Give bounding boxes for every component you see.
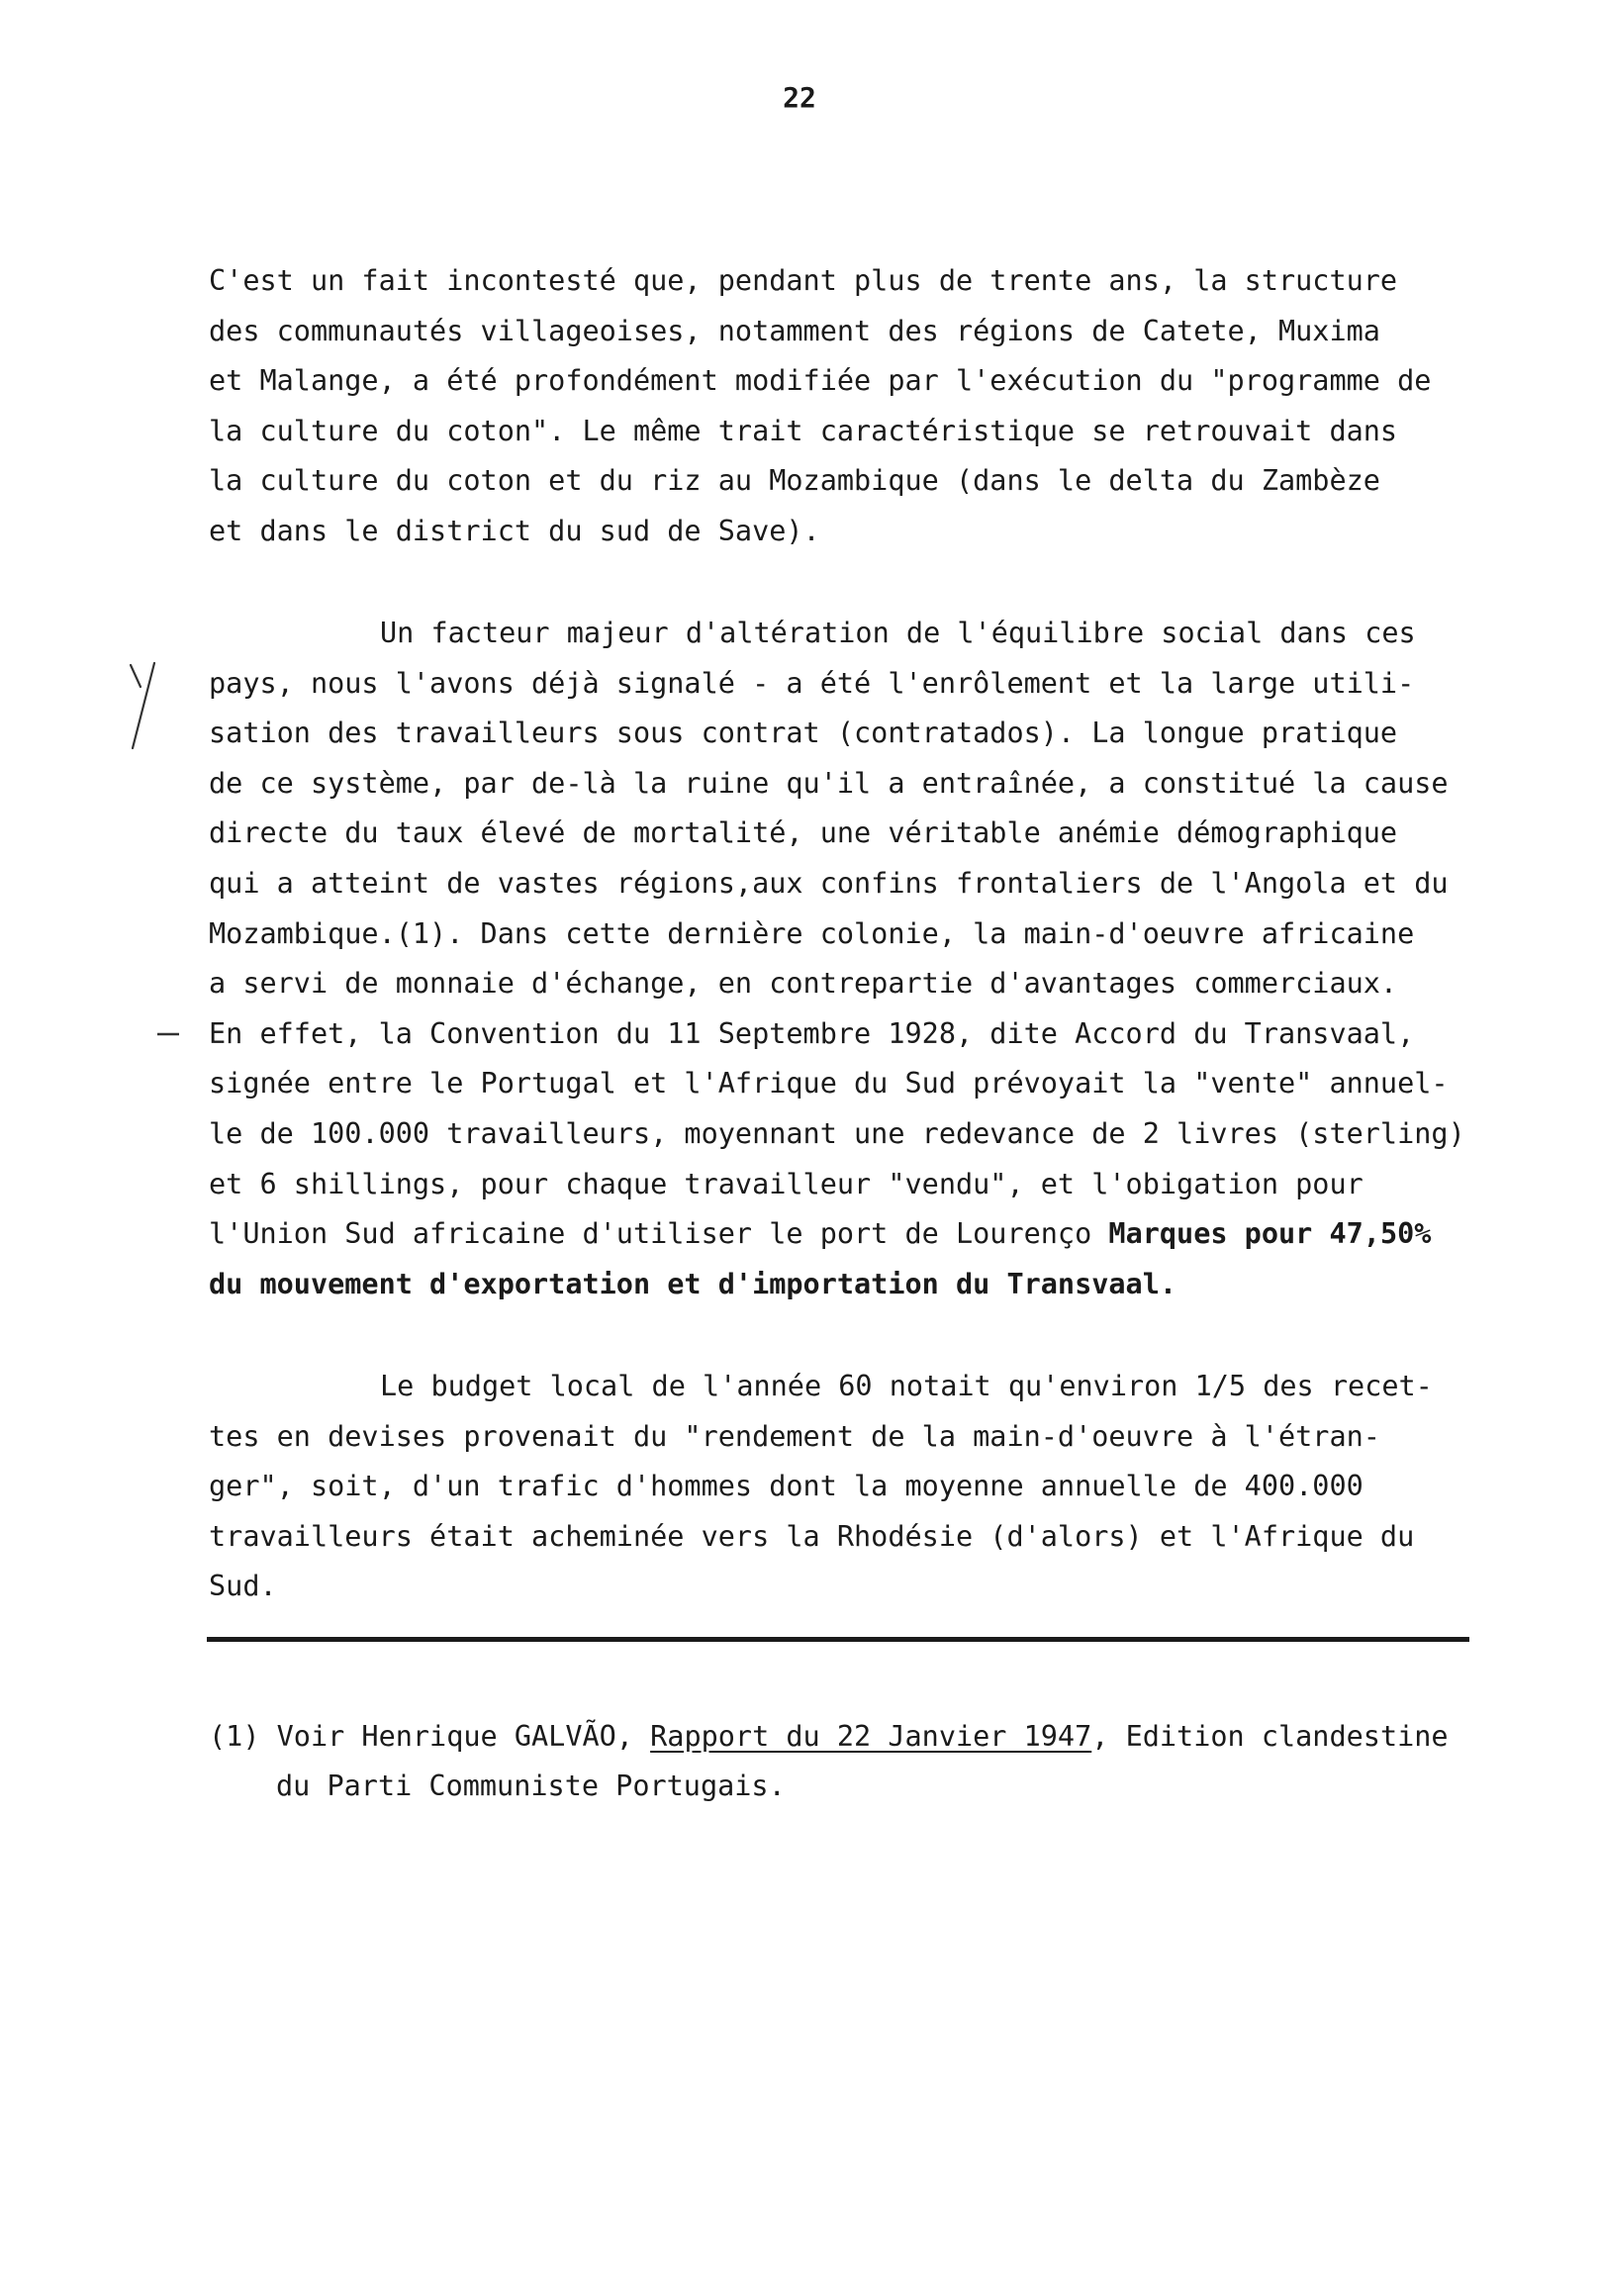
paragraph-line: C'est un fait incontesté que, pendant plus de trente ans, la structure xyxy=(209,264,1398,297)
footnote-report-title: Rapport du 22 Janvier 1947 xyxy=(650,1720,1092,1753)
footnote-marker: (1) Voir Henrique GALVÃO, xyxy=(209,1720,651,1753)
paragraph-line: la culture du coton et du riz au Mozambique (dans le delta du Zambèze xyxy=(209,464,1380,498)
paragraph-line: signée entre le Portugal et l'Afrique du Sud prévoyait la "vente" annuel- xyxy=(209,1067,1449,1100)
paragraph-line: de ce système, par de-là la ruine qu'il a entraînée, a constitué la cause xyxy=(209,766,1449,800)
paragraph-line: Sud. xyxy=(209,1570,277,1603)
paragraph-line: la culture du coton". Le même trait caractéristique se retrouvait dans xyxy=(209,414,1398,447)
footnote-rest: , Edition clandestine xyxy=(1091,1720,1449,1753)
paragraph-line: et Malange, a été profondément modifiée par l'exécution du "programme de xyxy=(209,364,1432,398)
paragraph-line-bold: du mouvement d'exportation et d'importation du Transvaal. xyxy=(209,1267,1177,1300)
paragraph-line: et 6 shillings, pour chaque travailleur "vendu", et l'obigation pour xyxy=(209,1167,1364,1200)
paragraph-line: Mozambique.(1). Dans cette dernière colonie, la main-d'oeuvre africaine xyxy=(209,916,1415,950)
paragraph-line-mixed xyxy=(209,1209,1485,1260)
paragraph-line: sation des travailleurs sous contrat (contratados). La longue pratique xyxy=(209,717,1398,750)
paragraph-line: pays, nous l'avons déjà signalé - a été l'enrôlement et la large utili- xyxy=(209,666,1415,700)
paragraph-line-normal-part: l'Union Sud africaine d'utiliser le port de Lourenço xyxy=(209,1217,1109,1251)
footnote-divider xyxy=(207,1637,1469,1642)
paragraph-line: qui a atteint de vastes régions,aux confins frontaliers de l'Angola et du xyxy=(209,866,1449,900)
footnote-line-2: du Parti Communiste Portugais. xyxy=(276,1770,786,1802)
paragraph-line: En effet, la Convention du 11 Septembre 1928, dite Accord du Transvaal, xyxy=(209,1016,1415,1050)
paragraph-line: tes en devises provenait du "rendement de la main-d'oeuvre à l'étran- xyxy=(209,1419,1380,1453)
margin-slash-mark xyxy=(127,661,160,752)
paragraph-line: directe du taux élevé de mortalité, une véritable anémie démographique xyxy=(209,816,1398,850)
paragraph-line: a servi de monnaie d'échange, en contrepartie d'avantages commerciaux. xyxy=(209,967,1398,1001)
page-number: 22 xyxy=(783,81,816,114)
paragraph-line: Le budget local de l'année 60 notait qu'environ 1/5 des recet- xyxy=(380,1370,1433,1402)
footnote xyxy=(209,1712,1495,1811)
paragraph-line: travailleurs était acheminée vers la Rhodésie (d'alors) et l'Afrique du xyxy=(209,1519,1415,1553)
paragraph-2 xyxy=(209,609,1485,1309)
margin-dash-mark xyxy=(156,1031,180,1037)
paragraph-3 xyxy=(209,1362,1485,1612)
paragraph-line: des communautés villageoises, notamment des régions de Catete, Muxima xyxy=(209,314,1380,347)
paragraph-line: Un facteur majeur d'altération de l'équilibre social dans ces xyxy=(380,617,1416,649)
paragraph-1 xyxy=(209,256,1485,557)
paragraph-line-bold-part: Marques pour 47,50% xyxy=(1108,1217,1432,1251)
paragraph-line: le de 100.000 travailleurs, moyennant une redevance de 2 livres (sterling) xyxy=(209,1116,1465,1150)
paragraph-line: ger", soit, d'un trafic d'hommes dont la moyenne annuelle de 400.000 xyxy=(209,1470,1364,1503)
footnote-line-1 xyxy=(209,1712,1495,1762)
paragraph-line: et dans le district du sud de Save). xyxy=(209,514,820,547)
